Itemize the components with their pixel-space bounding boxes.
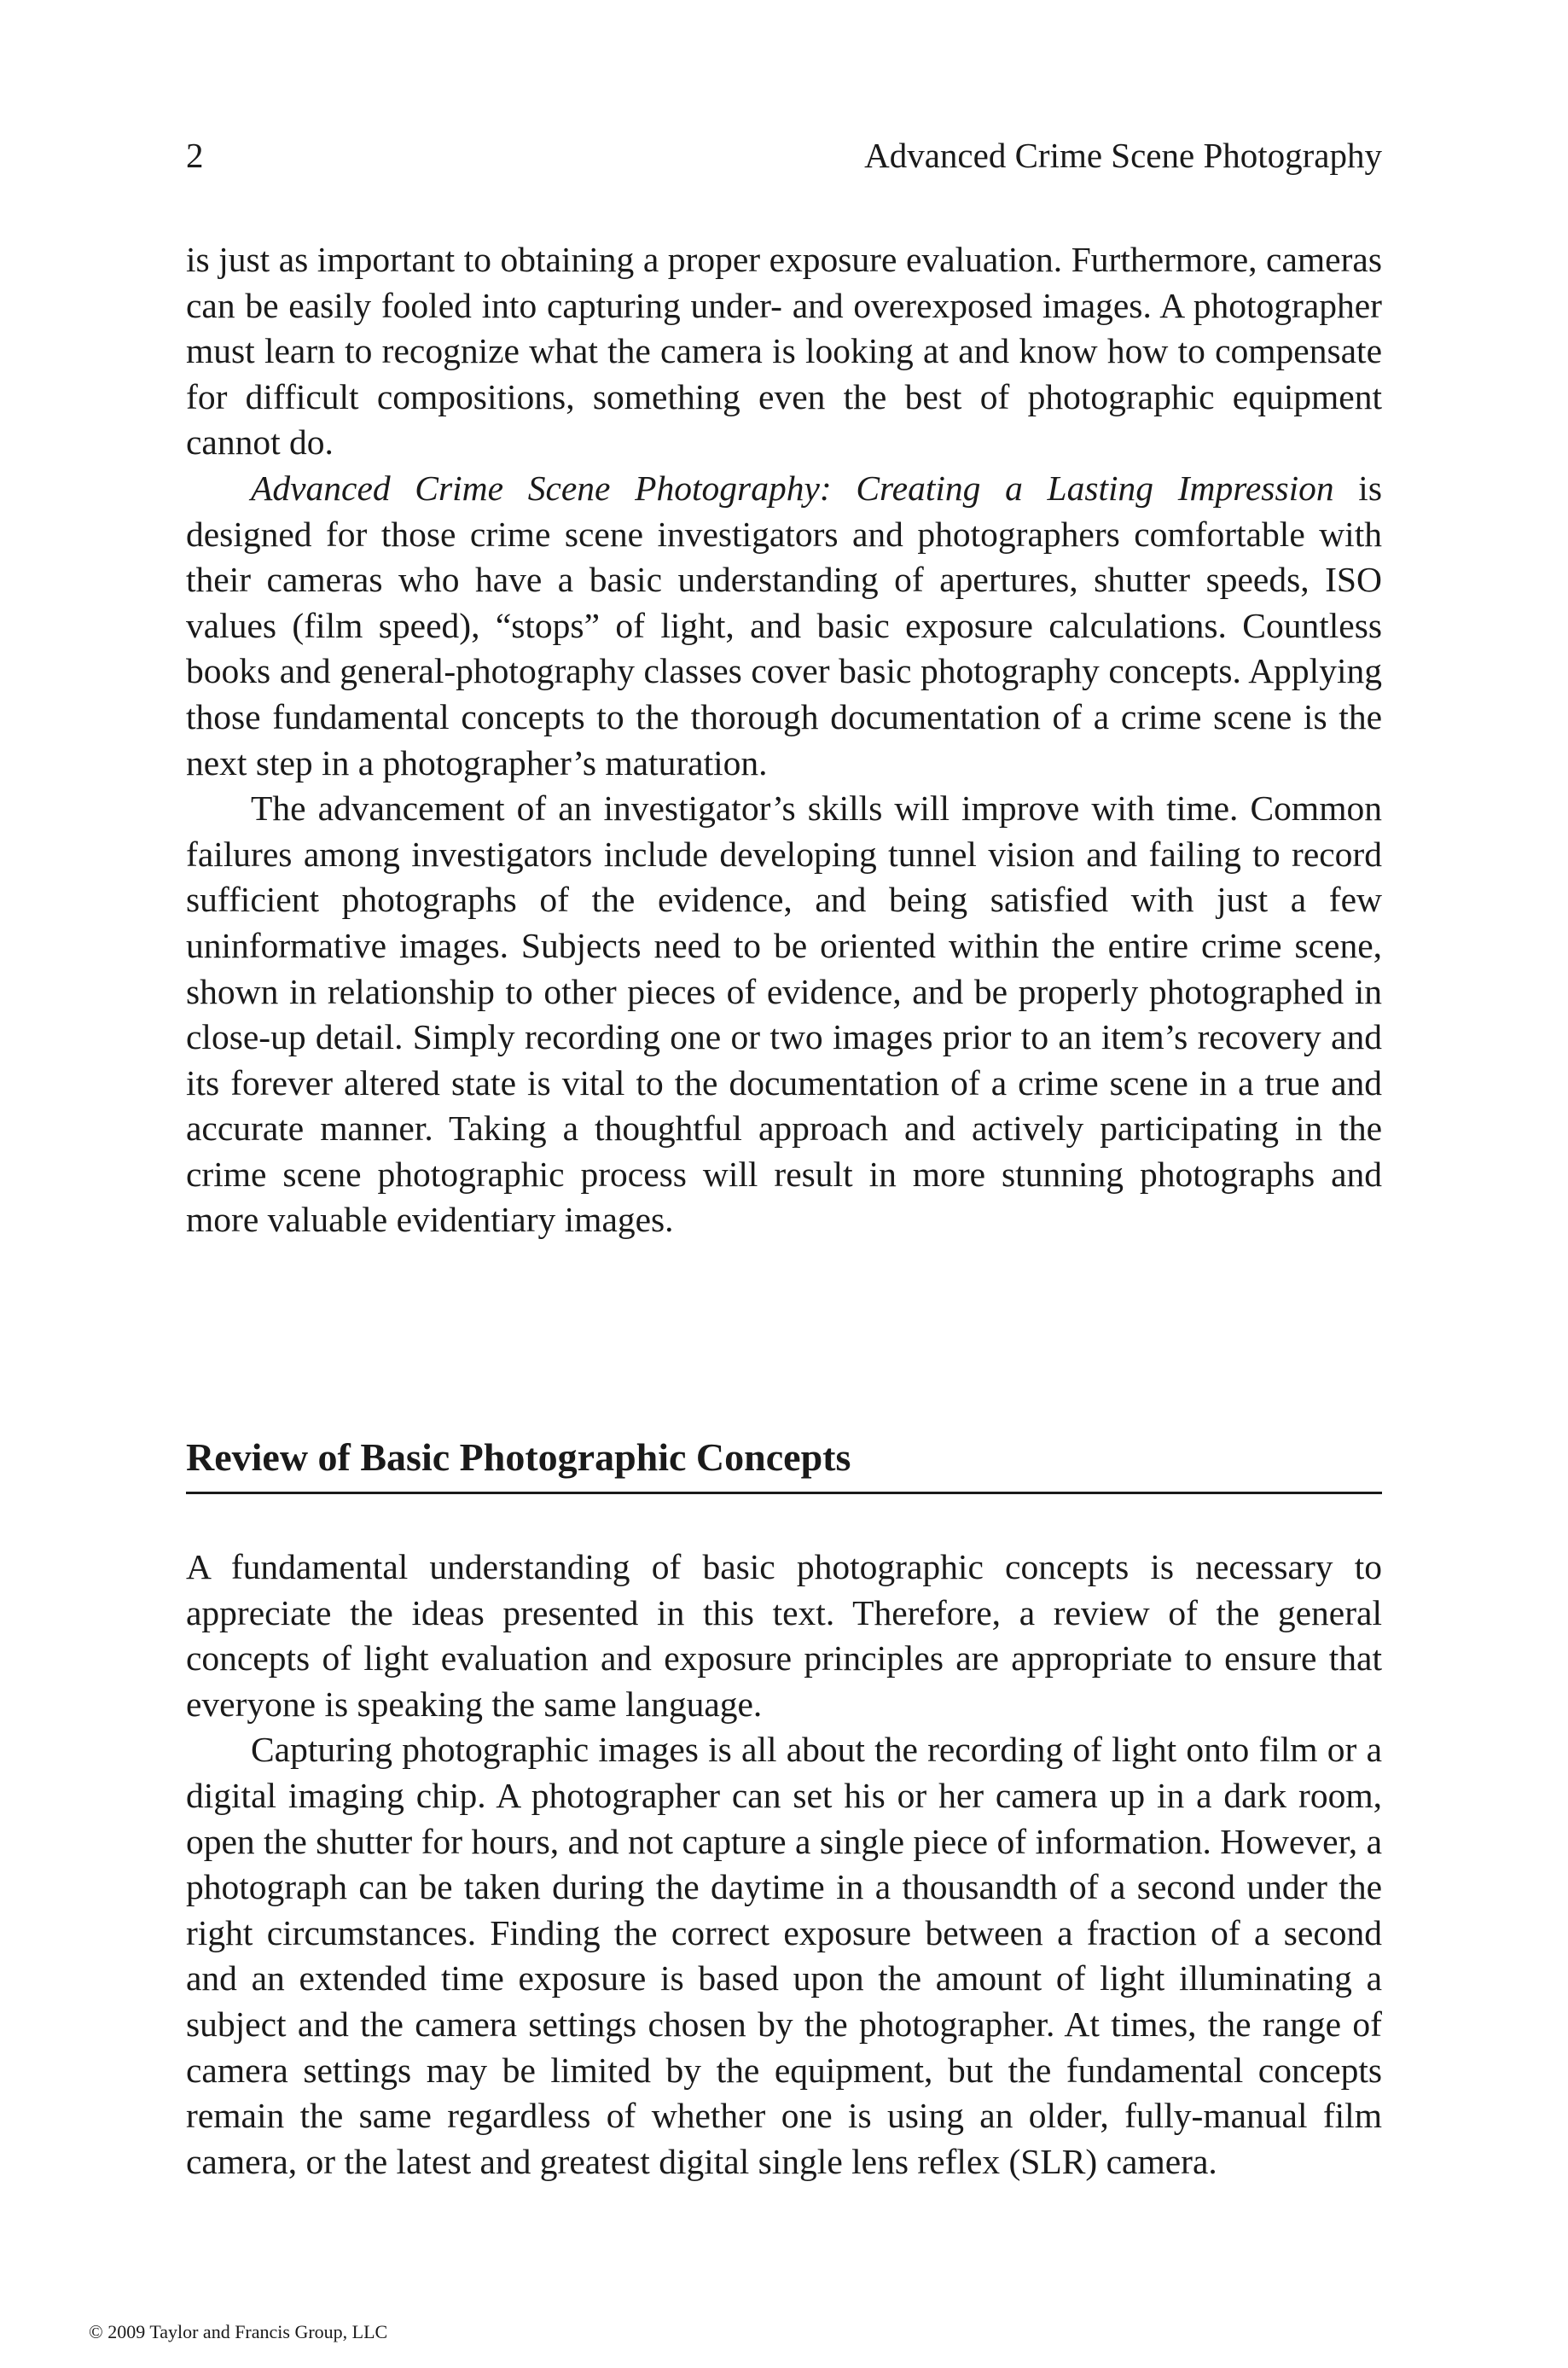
running-head-title: Advanced Crime Scene Photography	[864, 136, 1382, 175]
intro-paragraph-2	[186, 466, 1382, 786]
intro-paragraph-2-body: is designed for those crime scene investigators and photographers comfortable with their cameras who have a basic understanding of apertures, shutter speeds, ISO values (film speed), “stops” of light, and basic exposure calculations. Countless books and general-photography classes cover basic photography concepts. Applying those fundamental concepts to the thorough documentation of a crime scene is the next step in a photographer’s maturation.	[186, 468, 1382, 783]
intro-text	[186, 237, 1382, 1243]
running-head	[186, 130, 1382, 181]
page-number: 2	[186, 136, 204, 175]
section-paragraph-2: Capturing photographic images is all about the recording of light onto film or a digital imaging chip. A photographer can set his or her camera up in a dark room, open the shutter for hours, and not capture a single piece of information. However, a photograph can be taken during the daytime in a thousandth of a second under the right circumstances. Finding the correct exposure between a fraction of a second and an extended time exposure is based upon the amount of light illuminating a subject and the camera settings chosen by the photographer. At times, the range of camera settings may be limited by the equipment, but the fundamental concepts remain the same regardless of whether one is using an older, fully-manual film camera, or the latest and greatest digital single lens reflex (SLR) camera.	[186, 1730, 1382, 2181]
section-text	[186, 1545, 1382, 2185]
intro-paragraph-1: is just as important to obtaining a proper exposure evaluation. Furthermore, cameras can be easily fooled into capturing under- and overexposed images. A photographer must learn to recognize what the camera is looking at and know how to compensate for difficult compositions, something even the best of photographic equipment cannot do.	[186, 240, 1382, 463]
section-heading: Review of Basic Photographic Concepts	[186, 1432, 1382, 1494]
intro-paragraph-3: The advancement of an investigator’s skills will improve with time. Common failures among investigators include developing tunnel vision and failing to record sufficient photographs of the evidence, and being satisfied with just a few uninformative images. Subjects need to be oriented within the entire crime scene, shown in relationship to other pieces of evidence, and be properly photographed in close-up detail. Simply recording one or two images prior to an item’s recovery and its forever altered state is vital to the documentation of a crime scene in a true and accurate manner. Taking a thoughtful approach and actively participating in the crime scene photographic process will result in more stunning photographs and more valuable evidentiary images.	[186, 788, 1382, 1240]
section-paragraph-1: A fundamental understanding of basic photographic concepts is necessary to appreciate the ideas presented in this text. Therefore, a review of the general concepts of light evaluation and exposure principles are appropriate to ensure that everyone is speaking the same language.	[186, 1547, 1382, 1724]
book-title-italic: Advanced Crime Scene Photography: Creating a Lasting Impression	[251, 468, 1334, 508]
copyright-footer: © 2009 Taylor and Francis Group, LLC	[89, 2321, 388, 2342]
